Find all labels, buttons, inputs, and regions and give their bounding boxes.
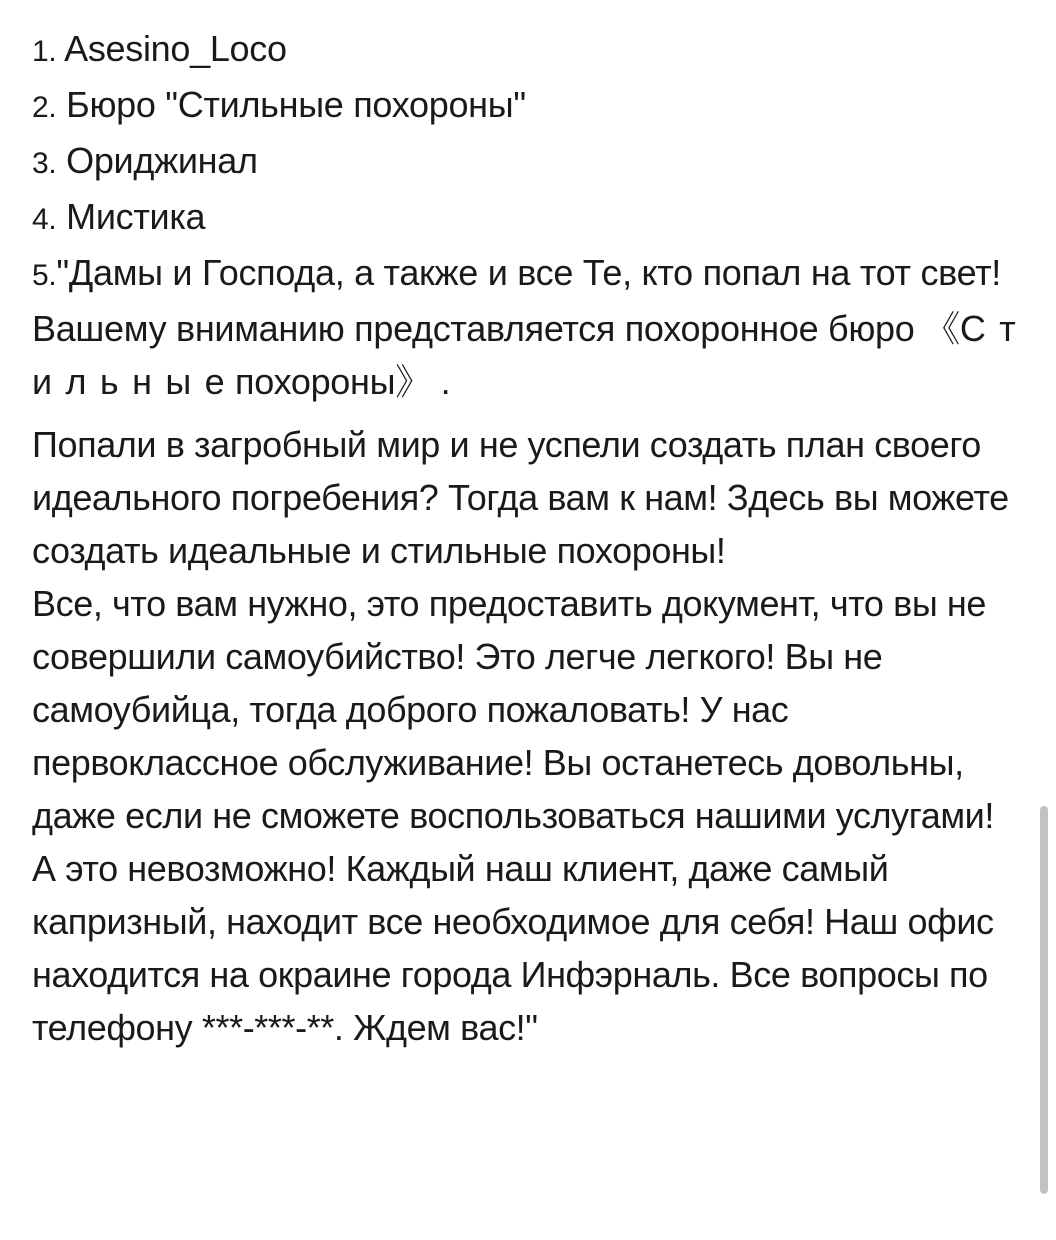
- document-body: [32, 22, 1022, 1054]
- list-number: 1.: [32, 35, 57, 68]
- description-tail: .: [430, 361, 451, 402]
- description-text-end: похороны: [225, 361, 396, 402]
- list-item-type: [32, 134, 1022, 190]
- open-bracket: 《: [924, 308, 960, 349]
- work-genre: Мистика: [66, 196, 206, 237]
- scrollbar-thumb[interactable]: [1040, 806, 1048, 1194]
- list-number: 3.: [32, 147, 57, 180]
- list-item-genre: [32, 190, 1022, 246]
- list-item-author: [32, 22, 1022, 78]
- list-item-description: [32, 246, 1022, 408]
- spaced-word: С т и л ь н ы е: [32, 308, 1017, 402]
- list-item-title: [32, 78, 1022, 134]
- paragraph-details: Все, что вам нужно, это предоставить документ, что вы не совершили самоубийство! Это легче легкого! Вы не самоубийца, тогда доброго пожаловать! У нас первоклассное обслуживание! Вы останетесь довольны, даже если не сможете воспользоваться нашими услугами! А это невозможно! Каждый наш клиент, даже самый капризный, находит все необходимое для себя! Наш офис находится на окраине города Инфэрналь. Все вопросы по телефону ***-***-**. Ждем вас!": [32, 583, 994, 1048]
- work-type: Ориджинал: [66, 140, 258, 181]
- work-title: Бюро "Стильные похороны": [66, 84, 526, 125]
- list-number: 2.: [32, 91, 57, 124]
- close-bracket: 》: [395, 361, 431, 402]
- list-number: 4.: [32, 203, 57, 236]
- list-number: 5.: [32, 259, 57, 292]
- author-name: Asesino_Loco: [64, 28, 287, 69]
- paragraph-intro: Попали в загробный мир и не успели создать план своего идеального погребения? Тогда вам к нам! Здесь вы можете создать идеальные и стильные похороны!: [32, 424, 1009, 571]
- description-text: "Дамы и Господа, а также и все Те, кто попал на тот свет! Вашему вниманию представляется похоронное бюро: [32, 252, 1001, 349]
